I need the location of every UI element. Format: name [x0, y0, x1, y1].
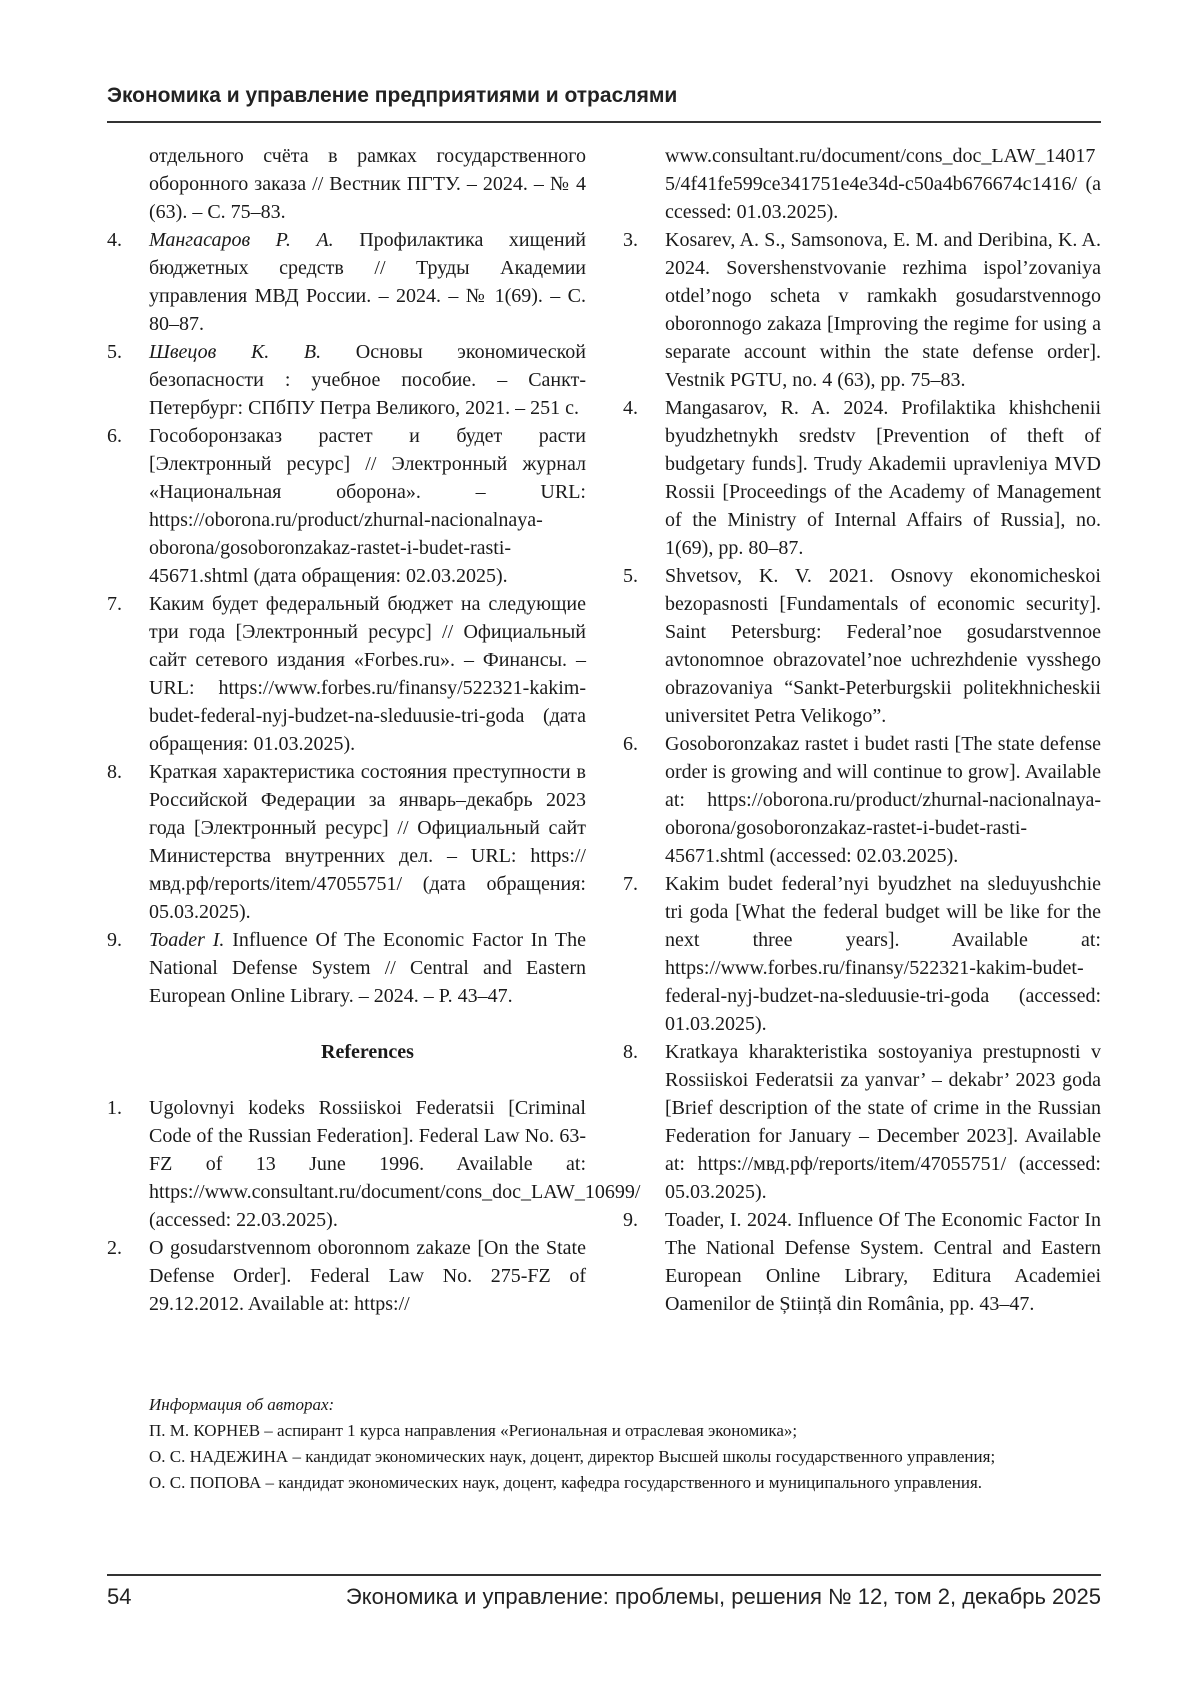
reference-text: Краткая характеристика состояния преступности в Российской Федерации за январь–декабрь 2023 года [Электронный ресурс] // Официальный сайт Министерства внутренних дел. – URL: https://мвд.рф/reports/item/47055751/ (дата обращения: 05.03.2025).	[149, 761, 586, 923]
reference-text: Каким будет федеральный бюджет на следующие три года [Электронный ресурс] // Официальный сайт сетевого издания «Forbes.ru». – Финансы. – URL: https://www.forbes.ru/finansy/522321-kakim-budet-federal-nyj-budzet-na-sleduusie-tri-goda (дата обращения: 01.03.2025).	[149, 593, 586, 755]
author-line: О. С. ПОПОВА – кандидат экономических наук, доцент, кафедра государственного и муниципального управления.	[149, 1470, 1101, 1496]
reference-number: 2.	[107, 1234, 122, 1262]
reference-item	[107, 590, 586, 758]
reference-number: 4.	[623, 394, 638, 422]
reference-item	[623, 394, 1101, 562]
reference-item	[623, 1038, 1101, 1206]
left-column	[107, 142, 586, 1318]
reference-text: Influence Of The Economic Factor In The National Defense System // Central and Eastern European Online Library. – 2024. – P. 43–47.	[149, 929, 586, 1007]
reference-text: O gosudarstvennom oboronnom zakaze [On the State Defense Order]. Federal Law No. 275-FZ of 29.12.2012. Available at: https://	[149, 1237, 586, 1315]
reference-number: 4.	[107, 226, 122, 254]
reference-text: Kakim budet federal’nyi byudzhet na sleduyushchie tri goda [What the federal budget will be like for the next three years]. Available at: https://www.forbes.ru/finansy/522321-kakim-budet-federal-nyj-budzet-na-sleduusie-tri-goda (accessed: 01.03.2025).	[665, 873, 1101, 1035]
references-list	[107, 1094, 586, 1318]
reference-text: Shvetsov, K. V. 2021. Osnovy ekonomicheskoi bezopasnosti [Fundamentals of economic security]. Saint Petersburg: Federal’noe gosudarstvennoe avtonomnoe obrazovatel’noe uchrezhdenie vysshego obrazovaniya “Sankt-Peterburgskii politekhnicheskii universitet Petra Velikogo”.	[665, 565, 1101, 727]
reference-number: 9.	[107, 926, 122, 954]
reference-item	[623, 226, 1101, 394]
reference-text: Kratkaya kharakteristika sostoyaniya prestupnosti v Rossiiskoi Federatsii za yanvar’ – dekabr’ 2023 goda [Brief description of the state of crime in the Russian Federation for January – December 2023]. Available at: https://мвд.рф/reports/item/47055751/ (accessed: 05.03.2025).	[665, 1041, 1101, 1203]
reference-text: Ugolovnyi kodeks Rossiiskoi Federatsii [Criminal Code of the Russian Federation]. Federal Law No. 63-FZ of 13 June 1996. Available at: https://www.consultant.ru/document/cons_doc_LAW_10699/ (accessed: 22.03.2025).	[149, 1097, 640, 1231]
reference-continuation	[107, 142, 586, 226]
reference-number: 9.	[623, 1206, 638, 1234]
footer-rule	[107, 1574, 1101, 1576]
header-rule	[107, 121, 1101, 123]
reference-item	[623, 870, 1101, 1038]
reference-author: Швецов К. В.	[149, 341, 321, 363]
author-info-title: Информация об авторах:	[149, 1392, 1101, 1418]
reference-item	[107, 1234, 586, 1318]
references-list	[623, 226, 1101, 1318]
reference-item	[107, 422, 586, 590]
reference-item	[107, 226, 586, 338]
reference-item	[623, 562, 1101, 730]
reference-item	[107, 1094, 586, 1234]
bibliography-list	[107, 226, 586, 1010]
reference-number: 3.	[623, 226, 638, 254]
reference-text: Gosoboronzakaz rastet i budet rasti [The state defense order is growing and will continue to grow]. Available at: https://oborona.ru/product/zhurnal-nacionalnaya-oborona/gosoboronzakaz-rastet-i-budet-rasti-45671.shtml (accessed: 02.03.2025).	[665, 733, 1101, 867]
reference-number: 8.	[623, 1038, 638, 1066]
reference-text: Основы экономической безопасности : учебное пособие. – Санкт-Петербург: СПбПУ Петра Великого, 2021. – 251 с.	[149, 341, 586, 419]
reference-author: Toader I.	[149, 929, 224, 951]
reference-text: Kosarev, A. S., Samsonova, E. M. and Deribina, K. A. 2024. Sovershenstvovanie rezhima ispol’zovaniya otdel’nogo scheta v ramkakh gosudarstvennogo oboronnogo zakaza [Improving the regime for using a separate account within the state defense order]. Vestnik PGTU, no. 4 (63), pp. 75–83.	[665, 229, 1101, 391]
reference-item	[623, 1206, 1101, 1318]
author-info	[149, 1392, 1101, 1496]
reference-text: Профилактика хищений бюджетных средств // Труды Академии управления МВД России. – 2024. – № 1(69). – С. 80–87.	[149, 229, 586, 335]
reference-item	[623, 730, 1101, 870]
reference-text: отдельного счёта в рамках государственного оборонного заказа // Вестник ПГТУ. – 2024. – № 4 (63). – С. 75–83.	[149, 145, 586, 223]
author-line: О. С. НАДЕЖИНА – кандидат экономических наук, доцент, директор Высшей школы государственного управления;	[149, 1444, 1101, 1470]
reference-text: Toader, I. 2024. Influence Of The Economic Factor In The National Defense System. Central and Eastern European Online Library, Editura Academiei Oamenilor de Știință din România, pp. 43–47.	[665, 1209, 1101, 1315]
reference-item	[107, 338, 586, 422]
reference-item	[107, 758, 586, 926]
references-heading: References	[149, 1038, 586, 1066]
reference-number: 7.	[107, 590, 122, 618]
reference-number: 6.	[107, 422, 122, 450]
right-column	[623, 142, 1101, 1318]
reference-number: 8.	[107, 758, 122, 786]
page-number: 54	[107, 1584, 131, 1610]
reference-text: www.consultant.ru/document/cons_doc_LAW_140175/4f41fe599ce341751e4e34d-c50a4b676674c1416/ (accessed: 01.03.2025).	[665, 145, 1101, 223]
reference-number: 5.	[623, 562, 638, 590]
reference-text: Mangasarov, R. A. 2024. Profilaktika khishchenii byudzhetnykh sredstv [Prevention of theft of budgetary funds]. Trudy Akademii upravleniya MVD Rossii [Proceedings of the Academy of Management of the Ministry of Internal Affairs of Russia], no. 1(69), pp. 80–87.	[665, 397, 1101, 559]
reference-text: Гособоронзаказ растет и будет расти [Электронный ресурс] // Электронный журнал «Национальная оборона». – URL: https://oborona.ru/product/zhurnal-nacionalnaya-oborona/gosoboronzakaz-rastet-i-budet-rasti-45671.shtml (дата обращения: 02.03.2025).	[149, 425, 586, 587]
reference-number: 7.	[623, 870, 638, 898]
author-line: П. М. КОРНЕВ – аспирант 1 курса направления «Региональная и отраслевая экономика»;	[149, 1418, 1101, 1444]
reference-number: 5.	[107, 338, 122, 366]
section-title: Экономика и управление предприятиями и отраслями	[107, 84, 677, 108]
reference-continuation	[623, 142, 1101, 226]
reference-number: 6.	[623, 730, 638, 758]
reference-author: Мангасаров Р. А.	[149, 229, 334, 251]
journal-issue: Экономика и управление: проблемы, решения № 12, том 2, декабрь 2025	[346, 1584, 1101, 1610]
reference-item	[107, 926, 586, 1010]
reference-number: 1.	[107, 1094, 122, 1122]
